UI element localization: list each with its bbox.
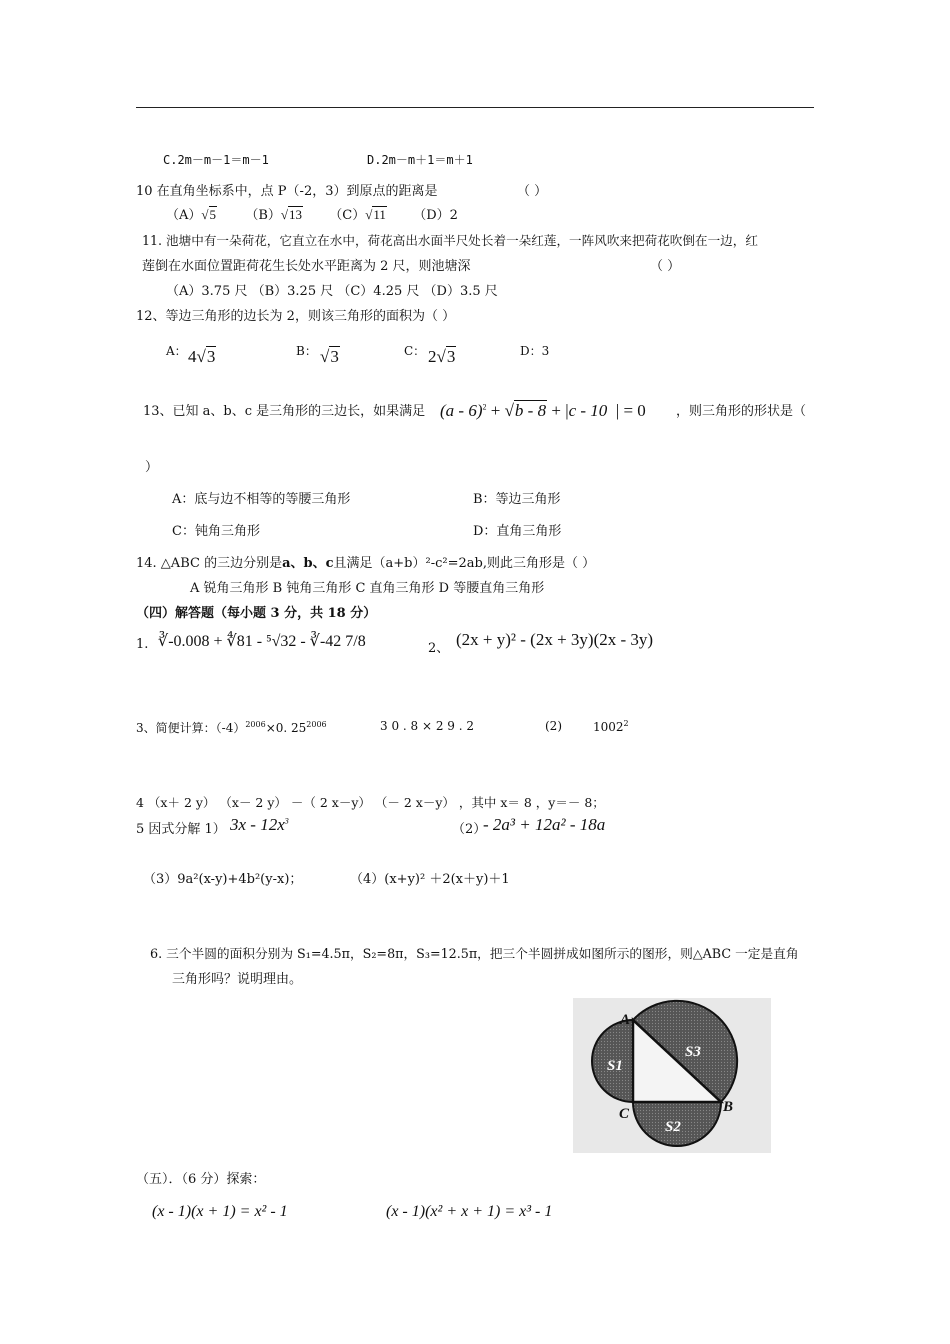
p3-part-d <box>593 719 629 734</box>
semicircle-figure <box>573 998 771 1153</box>
sec5-equation-2: (x - 1)(x² + x + 1) = x³ - 1 <box>386 1203 553 1220</box>
vertex-a: A <box>620 1012 631 1028</box>
p5-part1 <box>230 815 289 835</box>
sqrt-sign: √ <box>320 347 330 366</box>
p5-part3: （3）9a²(x-y)+4b²(y-x)； <box>143 872 303 887</box>
p3-d-exponent: 2 <box>623 719 629 728</box>
p5-part4: （4）(x+y)² ＋2(x＋y)＋1 <box>350 872 510 887</box>
q12-c-value <box>428 347 456 367</box>
q10-d-value: 2 <box>449 208 458 223</box>
q11-options: （A）3.75 尺 （B）3.25 尺 （C）4.25 尺 （D）3.5 尺 <box>166 284 498 299</box>
p6-line2: 三角形吗？说明理由。 <box>172 972 303 987</box>
q12-a-label: A： <box>166 344 187 358</box>
q12-d-label: D：3 <box>520 344 550 358</box>
p3-exponent: 2006 <box>306 720 327 729</box>
q12-b-radicand: 3 <box>330 347 339 366</box>
q14-options: A 锐角三角形 B 钝角三角形 C 直角三角形 D 等腰直角三角形 <box>190 581 545 596</box>
p5-part2: - 2a³ + 12a² - 18a <box>483 815 606 834</box>
q10-stem: 10 在直角坐标系中，点 P（-2，3）到原点的距离是 <box>136 184 438 199</box>
q10-c-label: （C） <box>329 208 366 223</box>
q13-option-b: B：等边三角形 <box>473 492 561 507</box>
q13-stem-pre: 13、已知 a、b、c 是三角形的三边长，如果满足 <box>143 404 426 419</box>
q12-c-radicand: 3 <box>446 347 456 366</box>
q12-b-label: B： <box>296 344 317 358</box>
p3-d-base: 1002 <box>593 720 624 734</box>
q13-expression: (a - 6)$^2$ + √b - 8 + |c - 10 | = 0 <box>440 401 646 420</box>
p2-expression: (2x + y)² - (2x + 3y)(2x - 3y) <box>456 630 654 649</box>
q10-paren: （ ） <box>517 184 548 199</box>
q10-b-label: （B） <box>245 208 281 223</box>
p4-expression: 4 （x＋ 2 y） （x－ 2 y） －（ 2 x－y） （－ 2 x－y） ，其中 x＝ 8 ，y＝－ 8； <box>136 795 605 810</box>
q11-line1: 11. 池塘中有一朵荷花，它直立在水中，荷花高出水面半尺处长着一朵红莲，一阵风吹来把荷花吹倒在一边，红 <box>142 233 758 248</box>
q12-stem: 12、等边三角形的边长为 2，则该三角形的面积为（ ） <box>136 309 456 324</box>
label-s1: S1 <box>607 1058 623 1074</box>
q10-a-label: （A） <box>166 208 202 223</box>
q13-plus: + <box>547 401 566 420</box>
p5-part1-expr: 3x - 12x <box>230 815 285 834</box>
p3-part-c: (2) <box>545 719 562 733</box>
section5-title: （五）．（6 分）探索： <box>136 1172 266 1187</box>
q13-stem-post: ，则三角形的形状是（ <box>676 404 807 419</box>
q13-term-a: (a - 6) <box>440 401 483 420</box>
p3-mid: ×0. 25 <box>265 721 307 735</box>
figure-svg <box>573 998 771 1153</box>
q13-equals: = 0 <box>619 401 646 420</box>
q14-stem-bold: a、b、c <box>282 556 334 571</box>
q13-plus: + <box>486 401 505 420</box>
q13-option-a: A：底与边不相等的等腰三角形 <box>172 492 351 507</box>
q12-a-radicand: 3 <box>206 347 216 366</box>
vertex-c: C <box>619 1106 630 1122</box>
sqrt-sign: √ <box>436 347 446 366</box>
sqrt-sign: √ <box>365 207 373 222</box>
q12-a-value <box>188 347 216 367</box>
q12-c-coef: 2 <box>428 347 437 366</box>
q11-line2: 莲倒在水面位置距荷花生长处水平距离为 2 尺，则池塘深 <box>142 259 471 274</box>
q9-option-d: D.2m－m＋1＝m＋1 <box>367 153 473 167</box>
p5-part2-label: （2） <box>452 822 487 837</box>
q10-c-value: 11 <box>373 207 386 222</box>
q10-options <box>166 204 458 223</box>
q13-option-c: C：钝角三角形 <box>172 524 260 539</box>
q14-stem-post: 且满足（a+b）²-c²=2ab,则此三角形是（ ） <box>333 556 596 571</box>
p5-label: 5 因式分解 1） <box>136 822 226 837</box>
sqrt-sign: √ <box>504 401 514 420</box>
q13-option-d: D：直角三角形 <box>473 524 562 539</box>
q11-paren: （ ） <box>650 259 681 274</box>
sqrt-sign: √ <box>201 207 209 222</box>
p1-expression: ∛-0.008 + ∜81 - ⁵√32 - ∛-42 7/8 <box>158 633 366 650</box>
sqrt-sign: √ <box>196 347 206 366</box>
p6-line1: 6. 三个半圆的面积分别为 S₁=4.5π，S₂=8π，S₃=12.5π，把三个半圆拼成如图所示的图形，则△ABC 一定是直角 <box>150 946 799 961</box>
q13-exponent: 2 <box>482 402 487 412</box>
q14-stem <box>136 552 595 571</box>
q9-option-c: C.2m－m－1＝m－1 <box>163 153 269 167</box>
p3-exponent: 2006 <box>245 720 266 729</box>
q12-a-coef: 4 <box>188 347 197 366</box>
q10-d-label: （D） <box>413 208 450 223</box>
p3-text: 3、简便计算：（-4） <box>136 721 246 735</box>
sec5-equation-1: (x - 1)(x + 1) = x² - 1 <box>152 1203 288 1220</box>
top-rule <box>136 107 814 108</box>
p3-expression <box>136 719 327 736</box>
q12-c-label: C： <box>404 344 426 358</box>
section4-title: （四）解答题（每小题 3 分，共 18 分） <box>136 606 377 621</box>
label-s2: S2 <box>665 1119 681 1135</box>
q10-b-value: 13 <box>289 207 303 222</box>
q14-stem-pre: 14. △ABC 的三边分别是 <box>136 556 283 571</box>
sqrt-sign: √ <box>280 207 289 222</box>
q10-a-value: 5 <box>209 207 217 222</box>
vertex-b: B <box>723 1099 734 1115</box>
q13-radicand: b - 8 <box>514 401 547 420</box>
q13-abs: c - 10 <box>568 401 608 420</box>
p1-label: 1. <box>136 637 149 652</box>
p2-label: 2、 <box>428 641 450 656</box>
p3-part-b: 3 0 . 8 × 2 9 . 2 <box>380 719 475 733</box>
q12-b-value <box>320 347 340 367</box>
label-s3: S3 <box>685 1044 701 1060</box>
q13-paren-close: ） <box>145 460 159 475</box>
p5-part1-exponent: 3 <box>284 816 289 826</box>
